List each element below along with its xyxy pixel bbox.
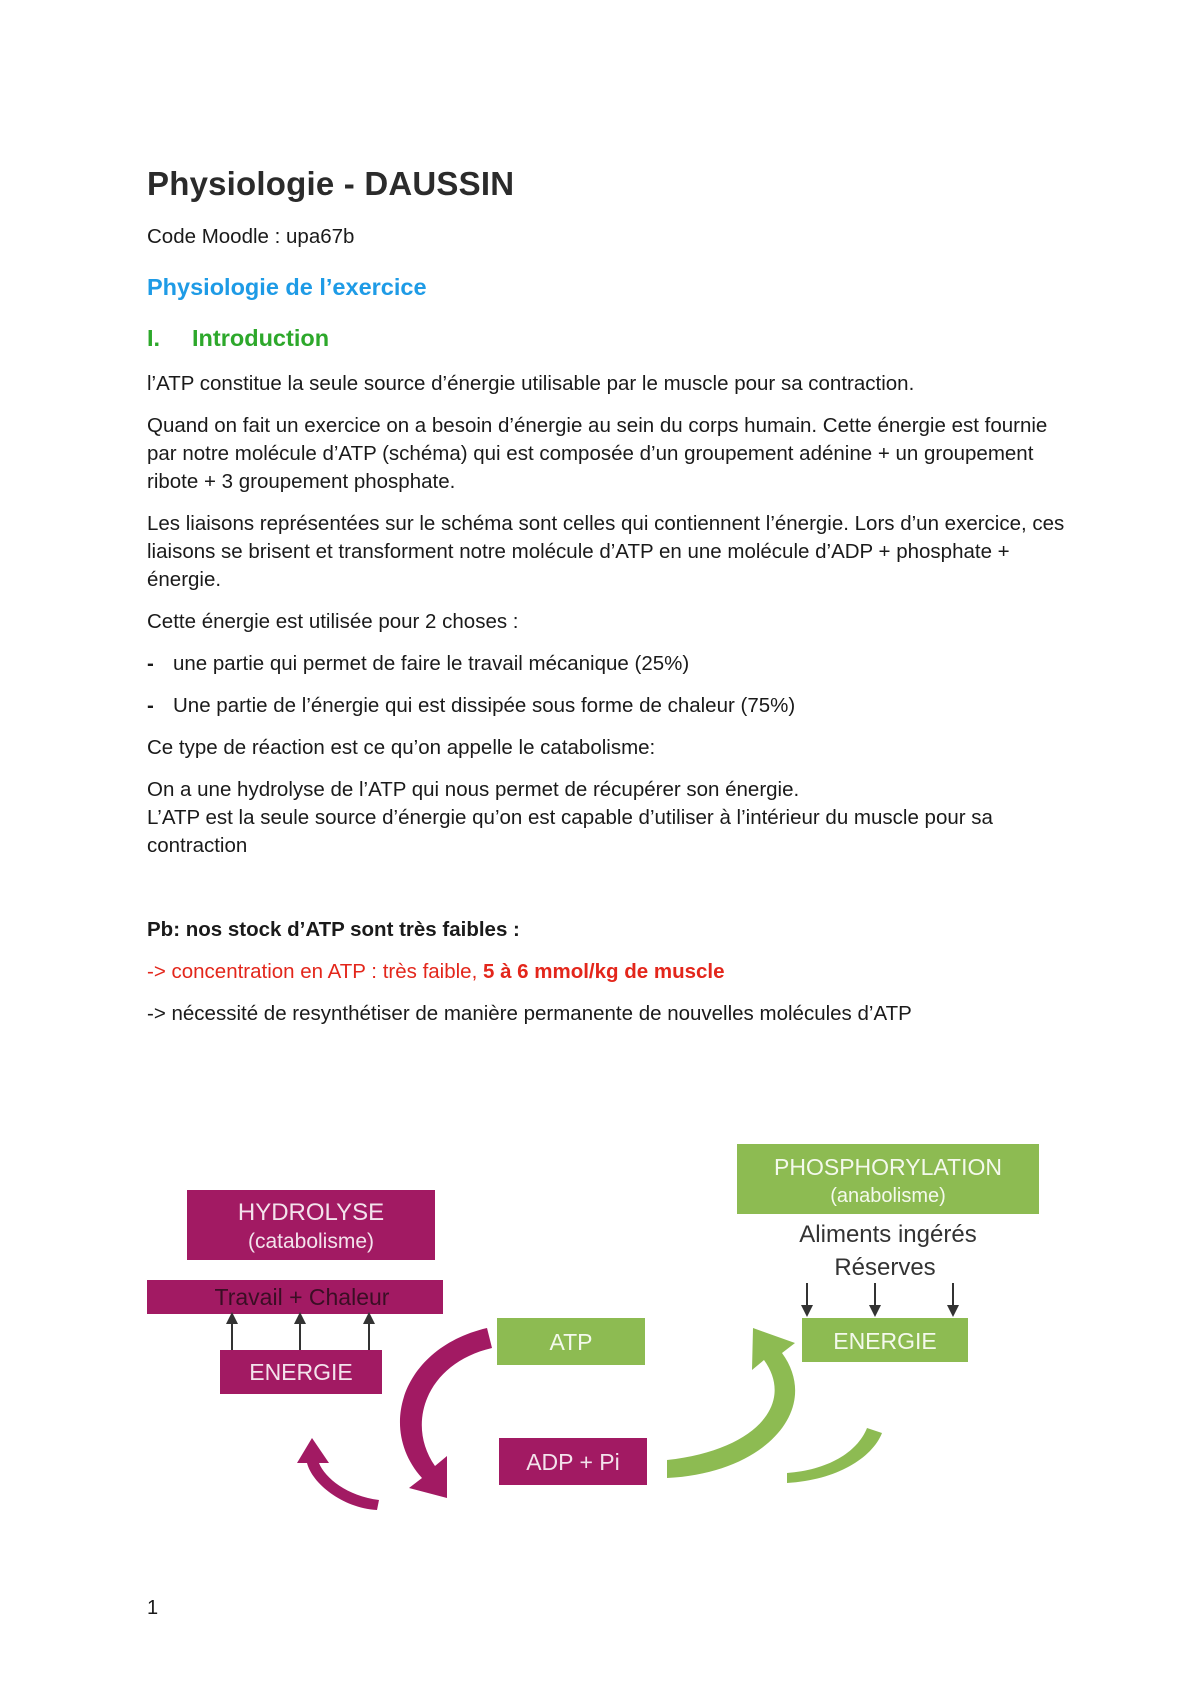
adp-label: ADP + Pi — [526, 1449, 620, 1475]
reserves-label: Réserves — [834, 1254, 936, 1281]
concentration-line — [147, 958, 1077, 986]
energie-right-label: ENERGIE — [833, 1328, 937, 1354]
phosphorylation-label: PHOSPHORYLATION — [774, 1154, 1002, 1180]
concentration-value: 5 à 6 mmol/kg de muscle — [482, 960, 725, 983]
section-number: I. — [147, 325, 161, 351]
page-content — [147, 165, 1077, 1028]
concentration-prefix: -> concentration en ATP : très faible, — [147, 960, 483, 983]
page-title: Physiologie - DAUSSIN — [147, 165, 515, 202]
paragraph-atp-source: l’ATP constitue la seule source d’énergie utilisable par le muscle pour sa contraction. — [147, 372, 915, 395]
hydrolysis-curved-arrow — [400, 1328, 492, 1498]
paragraph-catabolism: Ce type de réaction est ce qu’on appelle le catabolisme: — [147, 736, 656, 759]
necessity-line: -> nécessité de resynthétiser de manière permanente de nouvelles molécules d’ATP — [147, 1002, 912, 1025]
page-number: 1 — [147, 1597, 159, 1619]
subtitle-heading: Physiologie de l’exercice — [147, 274, 427, 300]
phosphorylation-curved-arrow — [667, 1328, 795, 1478]
atp-cycle-diagram — [147, 1138, 1047, 1518]
list-item — [147, 650, 1077, 678]
problem-statement: Pb: nos stock d’ATP sont très faibles : — [147, 918, 520, 941]
section-label: Introduction — [192, 325, 330, 351]
code-moodle: Code Moodle : upa67b — [147, 225, 355, 248]
list-item — [147, 692, 1077, 720]
paragraph-exercise-energy: Quand on fait un exercice on a besoin d’énergie au sein du corps humain. Cette énergie est fournie par notre molécule d’ATP (schéma) qui est composée d’un groupement adénine + un groupement ribote + 3 groupement phosphate. — [147, 414, 1048, 493]
aliments-label: Aliments ingérés — [799, 1221, 977, 1248]
paragraph-atp-only-source: L’ATP est la seule source d’énergie qu’on est capable d’utiliser à l’intérieur du muscle pour sa contraction — [147, 806, 993, 857]
catabolisme-label: (catabolisme) — [247, 1230, 375, 1253]
section-heading — [147, 325, 1077, 352]
bullet-text-heat: Une partie de l’énergie qui est dissipée sous forme de chaleur (75%) — [173, 694, 796, 717]
energy-supply-arrow — [787, 1428, 882, 1483]
paragraph-bonds: Les liaisons représentées sur le schéma sont celles qui contiennent l’énergie. Lors d’un exercice, ces liaisons se brisent et transforment notre molécule d’ATP en une molécule d’ADP + phosphate + énergie. — [147, 512, 1065, 591]
energie-left-label: ENERGIE — [249, 1359, 353, 1385]
energy-release-arrow — [297, 1438, 379, 1510]
bullet-text-mechanical: une partie qui permet de faire le travail mécanique (25%) — [173, 652, 690, 675]
paragraph-hydrolysis: On a une hydrolyse de l’ATP qui nous permet de récupérer son énergie. — [147, 778, 800, 801]
paragraph-energy-use: Cette énergie est utilisée pour 2 choses : — [147, 610, 519, 633]
bullet-dash: - — [147, 652, 154, 675]
anabolisme-label: (anabolisme) — [830, 1185, 946, 1207]
travail-chaleur-label: Travail + Chaleur — [214, 1284, 390, 1310]
atp-label: ATP — [549, 1329, 593, 1355]
bullet-dash: - — [147, 694, 154, 717]
hydrolyse-label: HYDROLYSE — [237, 1199, 385, 1226]
